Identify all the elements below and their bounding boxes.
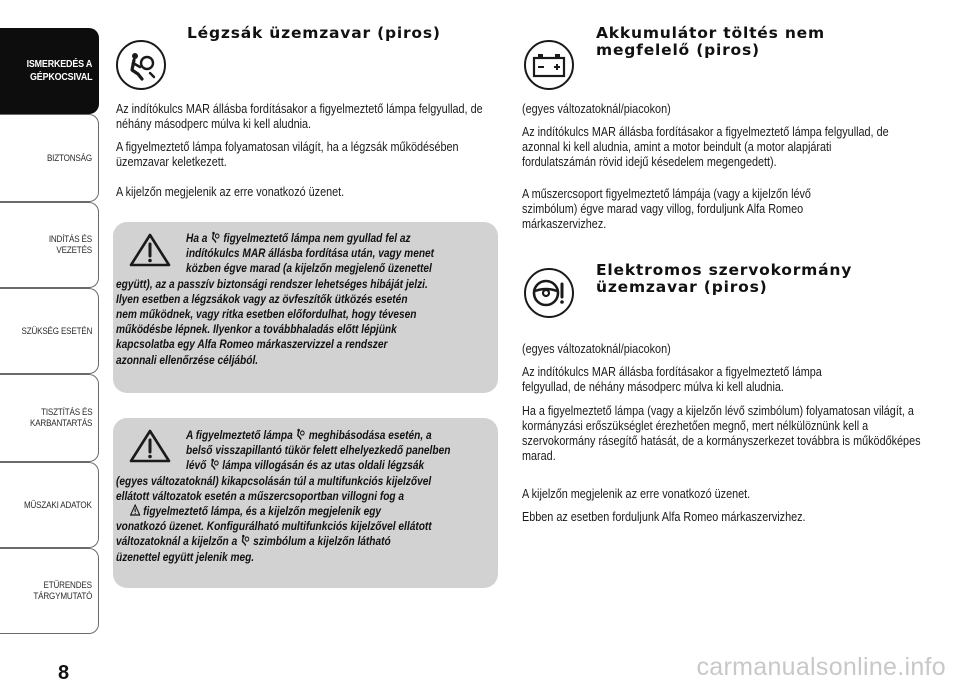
- battery-heading-line: megfelelő (piros): [596, 41, 760, 59]
- warning-line: [116, 277, 460, 292]
- warning-text-segment: meghibásodása esetén, a: [305, 428, 432, 442]
- warning-triangle-icon: [130, 504, 140, 518]
- warning-line: [186, 443, 459, 458]
- steering-heading-line: Elektromos szervokormány: [596, 261, 853, 279]
- warning-text-segment: azonnali ellenőrzése céljából.: [116, 352, 259, 367]
- airbag-icon: [210, 231, 220, 245]
- tab-label: ISMERKEDÉS A: [26, 58, 92, 70]
- steering-paragraph: Ha a figyelmeztető lámpa (vagy a kijelzőn lévő szimbólum) folyamatosan világít, a kormányzási erőszükséglet érezhetően megnő, mert nélkülöznünk kell a szervokormány rásegítő hatását, de a kormányszerkezet továbbra is működőképes marad.: [522, 404, 921, 463]
- warning-text-segment: lámpa villogásán és az utas oldali légzsák: [219, 458, 425, 473]
- airbag-icon: [296, 428, 306, 442]
- warning-line: [130, 504, 474, 519]
- warning-line: [186, 246, 459, 261]
- battery-icon: [524, 40, 574, 90]
- warning-line: [116, 489, 460, 504]
- airbag-heading: Légzsák üzemzavar (piros): [187, 24, 441, 42]
- steering-paragraph: (egyes változatoknál/piacokon): [522, 342, 671, 356]
- warning-text-segment: Ilyen esetben a légzsákok vagy az övfeszítők ütközés esetén: [116, 291, 408, 306]
- tab-inditas[interactable]: [0, 202, 99, 288]
- tab-label: INDÍTÁS ÉS VEZETÉS: [48, 234, 92, 256]
- steering-heading: [596, 262, 852, 296]
- warning-line: [116, 534, 460, 549]
- warning-text-segment: (egyes változatoknál) kikapcsolásán túl a multifunkciós kijelzővel: [116, 473, 432, 488]
- tab-label: TISZTÍTÁS ÉS: [40, 407, 92, 418]
- battery-paragraph: A műszercsoport figyelmeztető lámpája (vagy a kijelzőn lévő szimbólum) égve marad vagy villog, forduljunk Alfa Romeo márkaszervizhez.: [522, 187, 811, 231]
- airbag-paragraph: Az indítókulcs MAR állásba fordításakor a figyelmeztető lámpa felgyullad, de néhány másodperc múlva ki kell aludnia.: [116, 102, 483, 131]
- warning-text-segment: A figyelmeztető lámpa: [186, 428, 296, 442]
- warning-text-segment: lévő: [186, 458, 210, 473]
- warning-text-segment: vonatkozó üzenet. Konfigurálható multifunkciós kijelzővel ellátott: [116, 519, 432, 534]
- warning-text-segment: változatoknál a kijelzőn a: [116, 534, 241, 549]
- tab-label: GÉPKOCSIVAL: [29, 71, 92, 83]
- tab-label: MŰSZAKI ADATOK: [24, 499, 92, 511]
- watermark: carmanualsonline.info: [696, 653, 946, 681]
- tab-label: BIZTONSÁG: [47, 152, 92, 164]
- warning-text-segment: nem működnek, vagy ritka esetben előfordulhat, hogy tévesen: [116, 307, 417, 321]
- warning-line: [116, 550, 460, 565]
- tab-label: TÁRGYMUTATÓ: [33, 591, 92, 602]
- warning-text-segment: figyelmeztető lámpa, és a kijelzőn megjelenik egy: [140, 504, 382, 518]
- battery-paragraph: Az indítókulcs MAR állásba fordításakor a figyelmeztető lámpa felgyullad, de azonnal ki kell aludnia, amint a motor beindult (a motor alapjárati fordulatszámán rövid idejű késedelem megengedett).: [522, 125, 889, 169]
- steering-paragraph: Az indítókulcs MAR állásba fordításakor a figyelmeztető lámpa felgyullad, de néhány másodperc múlva ki kell aludnia.: [522, 365, 822, 394]
- tab-label: ETŰRENDES: [43, 580, 92, 591]
- airbag-paragraph: A figyelmeztető lámpa folyamatosan világít, ha a légzsák működésében üzemzavar keletkezett.: [116, 140, 459, 169]
- warning-line: [186, 231, 459, 246]
- warning-text-segment: kapcsolatba egy Alfa Romeo márkaszervizzel a rendszer: [116, 337, 388, 352]
- tab-biztonsag[interactable]: [0, 114, 99, 202]
- warning-line: [116, 353, 460, 368]
- airbag-paragraph: A kijelzőn megjelenik az erre vonatkozó üzenet.: [116, 185, 345, 199]
- warning-text-segment: működésbe lépnek. Ilyenkor a továbbhaladás előtt lépjünk: [116, 322, 397, 337]
- warning-line: [116, 322, 460, 337]
- warning-line: [186, 458, 459, 473]
- battery-heading: [596, 25, 825, 59]
- battery-heading-line: Akkumulátor töltés nem: [596, 24, 825, 42]
- warning-text-segment: Ha a: [186, 231, 211, 245]
- warning-line: [116, 337, 460, 352]
- warning-line: [116, 519, 460, 534]
- tab-ismerkedes[interactable]: [0, 28, 99, 114]
- warning-text-segment: ellátott változatok esetén a műszercsoportban villogni fog a: [116, 488, 405, 503]
- warning-text-segment: indítókulcs MAR állásba fordítása után, vagy menet: [186, 246, 435, 261]
- warning-text-segment: belső visszapillantó tükör felett elhelyezkedő panelben: [186, 443, 451, 458]
- airbag-icon: [209, 458, 219, 472]
- warning-triangle-icon: [128, 428, 172, 469]
- airbag-icon: [240, 534, 250, 548]
- tab-label: SZÜKSÉG ESETÉN: [21, 325, 92, 337]
- battery-paragraph: (egyes változatoknál/piacokon): [522, 102, 671, 116]
- warning-text-segment: együtt), az a passzív biztonsági rendszer lehetséges hibáját jelzi.: [116, 276, 428, 291]
- tab-label: KARBANTARTÁS: [29, 418, 92, 429]
- warning-line: [116, 307, 460, 322]
- warning-line: [186, 428, 459, 443]
- warning-text-segment: figyelmeztető lámpa nem gyullad fel az: [220, 231, 411, 245]
- tab-tisztitas[interactable]: [0, 374, 99, 462]
- warning-triangle-icon: [128, 232, 172, 273]
- steering-heading-line: üzemzavar (piros): [596, 278, 768, 296]
- tab-targymutato[interactable]: [0, 548, 99, 634]
- warning-line: [186, 261, 459, 276]
- page-number: 8: [58, 662, 70, 684]
- warning-text-segment: közben égve marad (a kijelzőn megjelenő üzenettel: [186, 261, 432, 276]
- warning-text-segment: üzenettel együtt jelenik meg.: [116, 549, 255, 564]
- power-steering-icon: [524, 268, 574, 318]
- tab-muszaki[interactable]: [0, 462, 99, 548]
- warning-line: [116, 474, 460, 489]
- steering-paragraph: A kijelzőn megjelenik az erre vonatkozó üzenet.: [522, 487, 751, 501]
- tab-szukseg[interactable]: [0, 288, 99, 374]
- airbag-icon: [116, 40, 166, 90]
- warning-line: [116, 292, 460, 307]
- steering-paragraph: Ebben az esetben forduljunk Alfa Romeo márkaszervizhez.: [522, 510, 806, 524]
- warning-text-segment: szimbólum a kijelzőn látható: [250, 534, 391, 549]
